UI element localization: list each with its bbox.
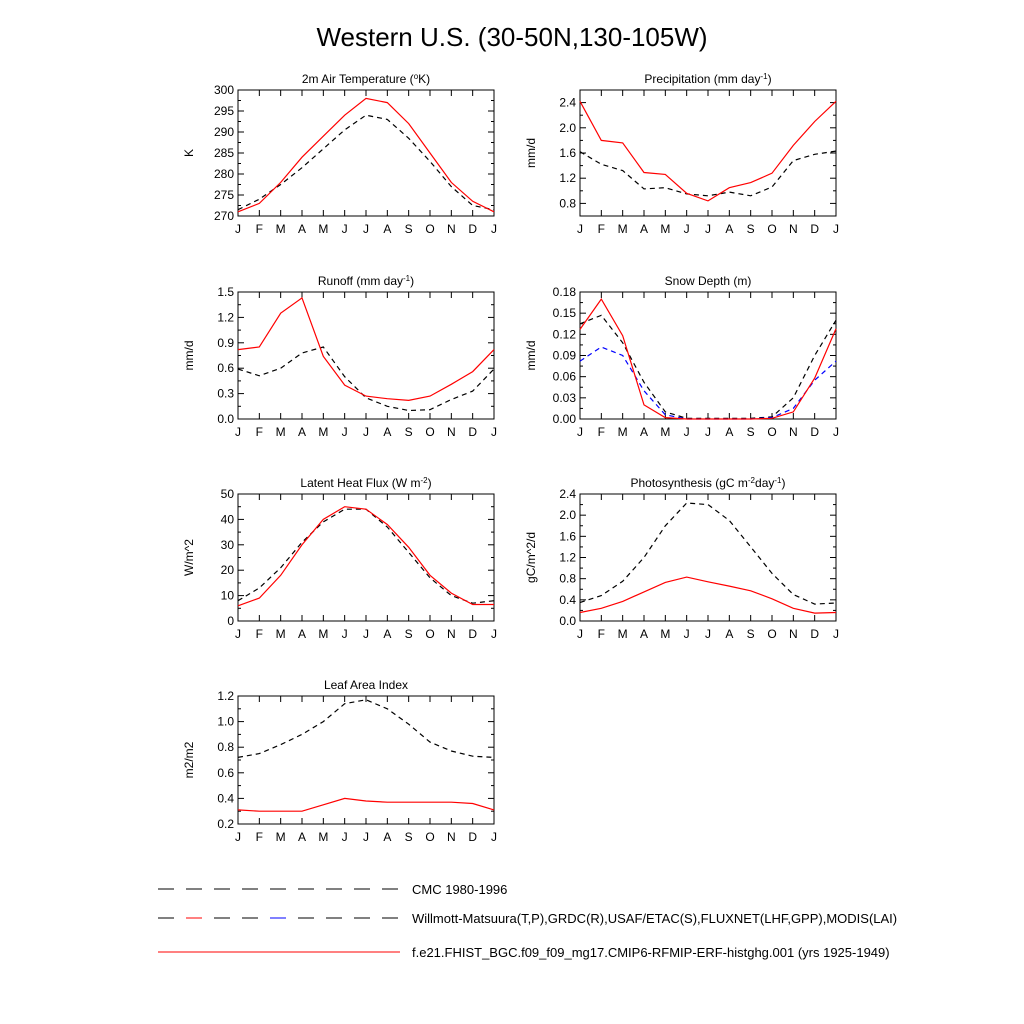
x-tick-label: F xyxy=(255,425,264,439)
y-tick-label: 0.8 xyxy=(559,196,576,211)
x-tick-label: J xyxy=(341,425,348,439)
y-tick-label: 2.4 xyxy=(559,95,576,110)
x-tick-label: A xyxy=(725,627,734,641)
x-tick-label: M xyxy=(660,425,671,439)
y-tick-label: 1.6 xyxy=(559,529,576,544)
y-axis-label: gC/m^2/d xyxy=(524,532,538,583)
series-line-model xyxy=(238,298,494,401)
panel-title: Snow Depth (m) xyxy=(664,274,752,288)
y-tick-label: 0.6 xyxy=(217,361,234,376)
y-tick-label: 295 xyxy=(213,104,234,118)
x-tick-label: M xyxy=(660,627,671,641)
chart-panel xyxy=(182,678,497,844)
x-tick-label: J xyxy=(363,425,369,439)
y-tick-label: 0.3 xyxy=(217,386,234,401)
panel-title: Photosynthesis (gC $m^{-2}day^{-1}$) xyxy=(630,475,786,490)
y-tick-label: 0.09 xyxy=(552,348,576,363)
legend-label: CMC 1980-1996 xyxy=(412,882,508,897)
y-axis-label: mm/d xyxy=(524,138,538,168)
series-line-model xyxy=(580,101,836,201)
y-tick-label: 2.0 xyxy=(559,120,576,135)
x-tick-label: M xyxy=(318,830,329,844)
x-tick-label: O xyxy=(767,425,777,439)
plot-frame xyxy=(580,90,836,216)
legend-label: Willmott-Matsuura(T,P),GRDC(R),USAF/ETAC(S),FLUXNET(LHF,GPP),MODIS(LAI) xyxy=(412,911,898,926)
y-tick-label: 1.2 xyxy=(217,689,234,703)
y-tick-label: 280 xyxy=(213,167,234,181)
x-tick-label: M xyxy=(318,425,329,439)
series-line-cmc xyxy=(238,115,494,210)
chart-panel xyxy=(524,476,839,642)
series-line-model xyxy=(580,577,836,613)
x-tick-label: J xyxy=(833,425,839,439)
x-tick-label: F xyxy=(255,222,264,236)
x-tick-label: N xyxy=(788,222,798,236)
y-tick-label: 2.0 xyxy=(559,508,576,523)
y-tick-label: 0.03 xyxy=(552,390,576,405)
x-tick-label: J xyxy=(491,425,497,439)
x-tick-label: O xyxy=(425,425,435,439)
chart-panel xyxy=(182,72,497,237)
x-tick-label: J xyxy=(577,627,583,641)
series-line-cmc xyxy=(580,151,836,196)
x-tick-label: O xyxy=(767,222,777,236)
plot-frame xyxy=(580,494,836,621)
x-tick-label: O xyxy=(425,627,435,641)
x-tick-label: J xyxy=(683,627,690,641)
x-tick-label: M xyxy=(275,830,286,844)
x-tick-label: J xyxy=(341,830,348,844)
series-line-obs xyxy=(580,347,836,419)
x-tick-label: J xyxy=(577,222,583,236)
y-axis-label: mm/d xyxy=(524,340,538,371)
x-tick-label: S xyxy=(404,627,413,641)
x-tick-label: J xyxy=(363,222,369,236)
x-tick-label: M xyxy=(275,222,286,236)
y-tick-label: 0.15 xyxy=(552,306,576,321)
x-tick-label: M xyxy=(275,425,286,439)
x-tick-label: M xyxy=(660,222,671,236)
x-tick-label: N xyxy=(446,425,456,439)
y-tick-label: 0.2 xyxy=(217,817,234,831)
y-tick-label: 290 xyxy=(213,125,234,139)
x-tick-label: J xyxy=(363,830,369,844)
legend-item xyxy=(158,911,897,926)
x-tick-label: A xyxy=(383,222,392,236)
x-tick-label: A xyxy=(297,222,307,236)
x-tick-label: J xyxy=(341,627,348,641)
x-tick-label: D xyxy=(468,627,478,641)
x-tick-label: N xyxy=(446,830,456,844)
chart-panel xyxy=(524,72,839,237)
x-tick-label: J xyxy=(363,627,369,641)
y-axis-label: mm/d xyxy=(182,340,196,371)
x-tick-label: F xyxy=(597,627,606,641)
series-line-model xyxy=(238,98,494,211)
plot-frame xyxy=(238,292,494,419)
x-tick-label: J xyxy=(235,222,241,236)
x-tick-label: A xyxy=(639,425,649,439)
y-tick-label: 2.4 xyxy=(559,487,576,501)
y-tick-label: 0.6 xyxy=(217,765,234,780)
plot-frame xyxy=(238,90,494,216)
panel-title: Runoff (mm day$^{-1}$) xyxy=(317,273,415,288)
y-tick-label: 0.8 xyxy=(217,740,234,755)
y-tick-label: 10 xyxy=(220,588,234,603)
y-tick-label: 0.06 xyxy=(552,369,576,384)
x-tick-label: D xyxy=(468,222,478,236)
chart-panel xyxy=(182,274,497,440)
y-tick-label: 300 xyxy=(213,83,234,97)
x-tick-label: S xyxy=(404,425,413,439)
series-line-model xyxy=(580,299,836,419)
y-tick-label: 1.2 xyxy=(559,171,576,186)
page-title: Western U.S. (30-50N,130-105W) xyxy=(316,22,708,52)
chart-panel xyxy=(524,274,839,439)
x-tick-label: J xyxy=(235,425,241,439)
x-tick-label: J xyxy=(833,222,839,236)
y-tick-label: 0.4 xyxy=(217,791,234,806)
x-tick-label: N xyxy=(788,425,798,439)
series-line-model xyxy=(238,507,494,606)
x-tick-label: M xyxy=(617,222,628,236)
y-tick-label: 0.0 xyxy=(559,614,576,628)
legend xyxy=(158,882,897,960)
x-tick-label: A xyxy=(383,830,392,844)
y-tick-label: 50 xyxy=(220,487,234,501)
y-tick-label: 275 xyxy=(213,188,234,202)
series-line-cmc xyxy=(238,700,494,758)
series-line-cmc xyxy=(238,347,494,411)
y-tick-label: 0.4 xyxy=(559,592,576,607)
x-tick-label: J xyxy=(491,222,497,236)
y-tick-label: 40 xyxy=(220,512,234,527)
y-tick-label: 30 xyxy=(220,537,234,552)
y-tick-label: 0 xyxy=(227,614,234,628)
y-tick-label: 20 xyxy=(220,563,234,578)
plot-frame xyxy=(238,696,494,824)
x-tick-label: N xyxy=(446,222,456,236)
panel-title: Latent Heat Flux (W $m^{-2}$) xyxy=(300,475,432,490)
x-tick-label: J xyxy=(705,222,711,236)
series-line-model xyxy=(238,798,494,811)
y-tick-label: 1.6 xyxy=(559,146,576,160)
x-tick-label: S xyxy=(404,222,413,236)
x-tick-label: A xyxy=(639,627,649,641)
panel-title: 2m Air Temperature ($^o$K) xyxy=(301,71,431,86)
x-tick-label: A xyxy=(383,627,392,641)
x-tick-label: F xyxy=(597,425,606,439)
x-tick-label: S xyxy=(746,425,755,439)
x-tick-label: A xyxy=(383,425,392,439)
x-tick-label: J xyxy=(235,830,241,844)
x-tick-label: D xyxy=(468,425,478,439)
y-axis-label: m2/m2 xyxy=(182,741,196,779)
x-tick-label: J xyxy=(683,222,690,236)
y-tick-label: 0.18 xyxy=(552,285,576,299)
series-line-cmc xyxy=(580,503,836,604)
x-tick-label: A xyxy=(297,425,307,439)
panel-title: Precipitation (mm day$^{-1}$) xyxy=(644,71,772,86)
x-tick-label: D xyxy=(810,222,820,236)
x-tick-label: S xyxy=(746,627,755,641)
y-tick-label: 0.9 xyxy=(217,335,234,350)
y-tick-label: 1.2 xyxy=(559,550,576,565)
chart-panels xyxy=(182,72,839,845)
x-tick-label: M xyxy=(617,627,628,641)
legend-item xyxy=(158,945,890,960)
x-tick-label: S xyxy=(404,830,413,844)
x-tick-label: M xyxy=(275,627,286,641)
x-tick-label: A xyxy=(725,222,734,236)
x-tick-label: J xyxy=(683,425,690,439)
x-tick-label: A xyxy=(725,425,734,439)
y-tick-label: 1.5 xyxy=(217,285,234,299)
x-tick-label: M xyxy=(617,425,628,439)
x-tick-label: O xyxy=(425,222,435,236)
x-tick-label: J xyxy=(341,222,348,236)
x-tick-label: D xyxy=(810,627,820,641)
chart-panel xyxy=(182,476,497,642)
x-tick-label: N xyxy=(446,627,456,641)
x-tick-label: J xyxy=(577,425,583,439)
y-tick-label: 1.2 xyxy=(217,310,234,325)
x-tick-label: F xyxy=(255,627,264,641)
y-tick-label: 270 xyxy=(213,209,234,223)
y-tick-label: 1.0 xyxy=(217,714,234,729)
x-tick-label: M xyxy=(318,222,329,236)
x-tick-label: J xyxy=(833,627,839,641)
x-tick-label: J xyxy=(491,627,497,641)
x-tick-label: O xyxy=(425,830,435,844)
x-tick-label: M xyxy=(318,627,329,641)
panel-title: Leaf Area Index xyxy=(323,678,409,692)
plot-frame xyxy=(580,292,836,419)
x-tick-label: J xyxy=(491,830,497,844)
y-tick-label: 0.0 xyxy=(217,412,234,426)
y-axis-label: K xyxy=(182,148,196,158)
series-line-cmc xyxy=(580,315,836,418)
x-tick-label: A xyxy=(297,627,307,641)
x-tick-label: D xyxy=(468,830,478,844)
x-tick-label: J xyxy=(705,425,711,439)
x-tick-label: F xyxy=(597,222,606,236)
legend-label: f.e21.FHIST_BGC.f09_f09_mg17.CMIP6-RFMIP-ERF-histghg.001 (yrs 1925-1949) xyxy=(412,945,890,960)
x-tick-label: J xyxy=(235,627,241,641)
x-tick-label: A xyxy=(639,222,649,236)
y-axis-label: W/m^2 xyxy=(182,539,196,576)
y-tick-label: 285 xyxy=(213,146,234,160)
x-tick-label: S xyxy=(746,222,755,236)
y-tick-label: 0.12 xyxy=(552,327,576,342)
x-tick-label: F xyxy=(255,830,264,844)
y-tick-label: 0.8 xyxy=(559,571,576,586)
x-tick-label: O xyxy=(767,627,777,641)
x-tick-label: A xyxy=(297,830,307,844)
plot-frame xyxy=(238,494,494,621)
legend-item xyxy=(158,882,507,897)
series-line-cmc xyxy=(238,509,494,603)
y-tick-label: 0.00 xyxy=(552,412,576,426)
x-tick-label: D xyxy=(810,425,820,439)
x-tick-label: J xyxy=(705,627,711,641)
x-tick-label: N xyxy=(788,627,798,641)
